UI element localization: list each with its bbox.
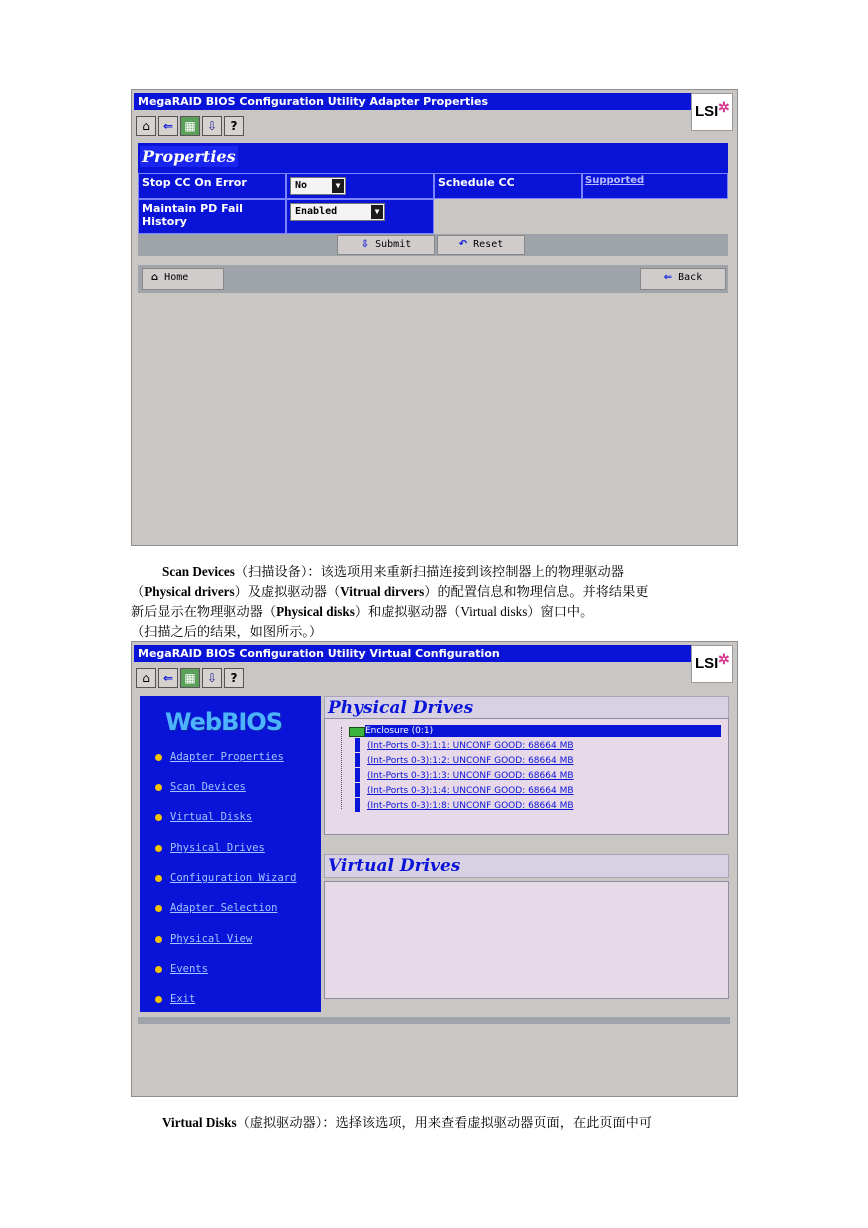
grid-icon[interactable]: ▦ xyxy=(180,116,200,136)
lsi-logo: LSI ✲ xyxy=(691,645,733,683)
webbios-logo: WebBIOS xyxy=(165,708,282,736)
adapter-properties-screenshot xyxy=(131,89,738,546)
bullet-icon xyxy=(155,875,162,882)
maintain-pd-select[interactable]: Enabled ▼ xyxy=(290,203,385,221)
tree-line xyxy=(341,727,342,809)
back-icon[interactable]: ⇐ xyxy=(158,116,178,136)
status-bar xyxy=(138,1017,730,1024)
tree-enclosure[interactable]: Enclosure (0:1) xyxy=(365,725,721,737)
reset-button[interactable]: ↶ Reset xyxy=(437,235,525,255)
window-title: MegaRAID BIOS Configuration Utility Virtual Configuration xyxy=(134,645,693,662)
paragraph-virtual-disks: Virtual Disks（虚拟驱动器）：选择该选项，用来查看虚拟驱动器页面，在此页面中可 xyxy=(162,1115,653,1130)
maintain-pd-cell xyxy=(286,199,434,234)
home-icon[interactable]: ⌂ xyxy=(136,668,156,688)
bullet-icon xyxy=(155,845,162,852)
home-icon[interactable]: ⌂ xyxy=(136,116,156,136)
lsi-logo: LSI ✲ xyxy=(691,93,733,131)
grid-icon[interactable]: ▦ xyxy=(180,668,200,688)
nav-physical-drives[interactable]: Physical Drives xyxy=(155,842,265,854)
submit-button[interactable]: ⇩ Submit xyxy=(337,235,435,255)
window-title: MegaRAID BIOS Configuration Utility Adapter Properties xyxy=(134,93,693,110)
nav-adapter-properties[interactable]: Adapter Properties xyxy=(155,751,284,763)
tree-drive[interactable]: (Int-Ports 0-3):1:1: UNCONF GOOD: 68664 MB xyxy=(367,741,574,751)
paragraph-scan-devices-3: 新后显示在物理驱动器（Physical disks）和虚拟驱动器（Virtual disks）窗口中。 xyxy=(131,604,594,619)
paragraph-scan-devices-1: Scan Devices（扫描设备）：该选项用来重新扫描连接到该控制器上的物理驱动器 xyxy=(162,564,624,579)
virtual-drives-panel xyxy=(324,881,729,999)
paragraph-scan-devices-2: （Physical drivers）及虚拟驱动器（Vitrual dirvers）的配置信息和物理信息。并将结果更 xyxy=(131,584,649,599)
bullet-icon xyxy=(155,754,162,761)
virtual-drives-header xyxy=(324,854,729,878)
schedule-cc-label: Schedule CC xyxy=(434,173,582,199)
drive-icon xyxy=(355,768,360,782)
exit-icon[interactable]: ⇩ xyxy=(202,668,222,688)
bullet-icon xyxy=(155,996,162,1003)
exit-icon[interactable]: ⇩ xyxy=(202,116,222,136)
drive-icon xyxy=(355,738,360,752)
tree-drive[interactable]: (Int-Ports 0-3):1:8: UNCONF GOOD: 68664 MB xyxy=(367,801,574,811)
back-icon: ⇐ xyxy=(663,272,673,283)
stop-cc-label: Stop CC On Error xyxy=(138,173,286,199)
bullet-icon xyxy=(155,814,162,821)
schedule-cc-cell xyxy=(582,173,728,199)
chevron-down-icon: ▼ xyxy=(371,205,383,219)
nav-scan-devices[interactable]: Scan Devices xyxy=(155,781,246,793)
bullet-icon xyxy=(155,905,162,912)
properties-header xyxy=(138,143,728,173)
help-icon[interactable]: ? xyxy=(224,116,244,136)
paragraph-scan-devices-4: （扫描之后的结果，如图所示。） xyxy=(131,624,323,639)
tree-drive[interactable]: (Int-Ports 0-3):1:4: UNCONF GOOD: 68664 MB xyxy=(367,786,574,796)
properties-title: Properties xyxy=(142,147,236,166)
nav-configuration-wizard[interactable]: Configuration Wizard xyxy=(155,872,296,884)
drive-icon xyxy=(355,798,360,812)
tree-drive[interactable]: (Int-Ports 0-3):1:3: UNCONF GOOD: 68664 MB xyxy=(367,771,574,781)
bullet-icon xyxy=(155,784,162,791)
home-button[interactable]: ⌂ Home xyxy=(142,268,224,290)
schedule-cc-link[interactable]: Supported xyxy=(585,175,645,186)
webbios-sidebar xyxy=(140,696,321,1012)
physical-drives-header xyxy=(324,696,729,720)
chevron-down-icon: ▼ xyxy=(332,179,344,193)
toolbar xyxy=(136,116,244,136)
drive-icon xyxy=(355,753,360,767)
nav-exit[interactable]: Exit xyxy=(155,993,195,1005)
undo-icon: ↶ xyxy=(458,239,468,250)
home-icon: ⌂ xyxy=(151,272,159,283)
back-icon[interactable]: ⇐ xyxy=(158,668,178,688)
arrow-down-icon: ⇩ xyxy=(360,239,370,250)
stop-cc-cell xyxy=(286,173,434,199)
bullet-icon xyxy=(155,966,162,973)
nav-adapter-selection[interactable]: Adapter Selection xyxy=(155,902,277,914)
spark-icon: ✲ xyxy=(718,99,730,115)
help-icon[interactable]: ? xyxy=(224,668,244,688)
nav-virtual-disks[interactable]: Virtual Disks xyxy=(155,811,252,823)
nav-physical-view[interactable]: Physical View xyxy=(155,933,252,945)
maintain-pd-label: Maintain PD Fail History xyxy=(138,199,286,234)
virtual-drives-title: Virtual Drives xyxy=(328,856,461,876)
nav-events[interactable]: Events xyxy=(155,963,208,975)
physical-drives-panel xyxy=(324,718,729,835)
virtual-configuration-screenshot xyxy=(131,641,738,1097)
toolbar xyxy=(136,668,244,688)
stop-cc-select[interactable]: No ▼ xyxy=(290,177,346,195)
tree-drive[interactable]: (Int-Ports 0-3):1:2: UNCONF GOOD: 68664 MB xyxy=(367,756,574,766)
enclosure-icon xyxy=(349,727,365,737)
bullet-icon xyxy=(155,936,162,943)
spark-icon: ✲ xyxy=(718,651,730,667)
back-button[interactable]: ⇐ Back xyxy=(640,268,726,290)
physical-drives-title: Physical Drives xyxy=(328,698,474,718)
drive-icon xyxy=(355,783,360,797)
